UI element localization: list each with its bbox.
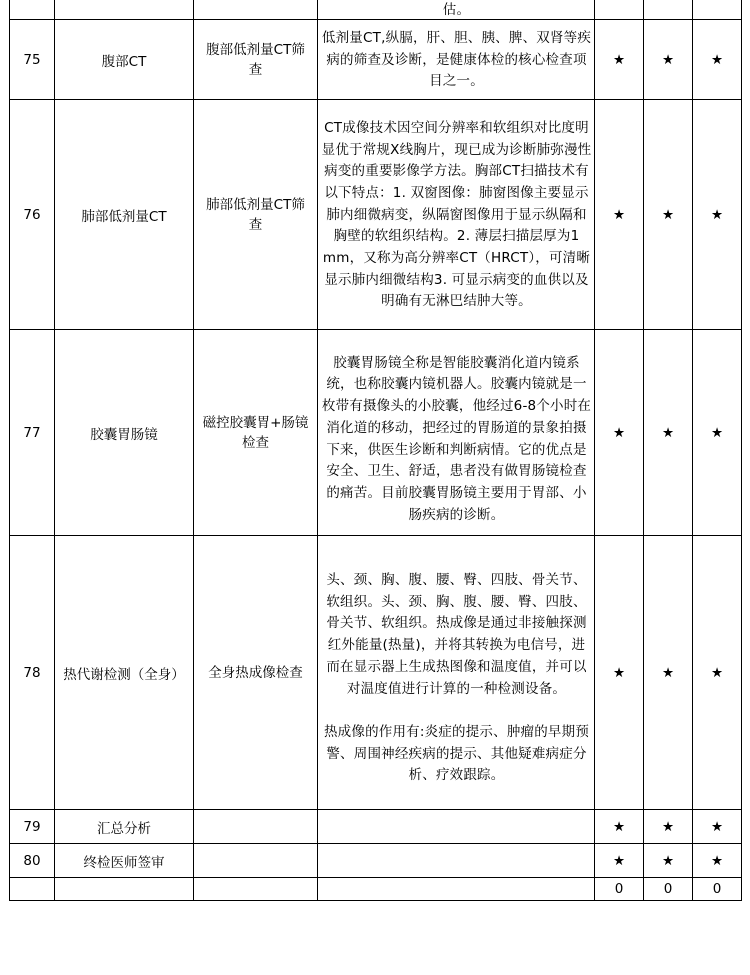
cell-empty: [10, 878, 55, 901]
package-mark: ★: [644, 844, 693, 878]
exam-plan: 肺部低剂量CT筛查: [194, 100, 318, 330]
table-row: [10, 20, 742, 100]
cell-empty: [194, 878, 318, 901]
exam-item-name: 肺部低剂量CT: [55, 100, 194, 330]
continued-description: 估。: [318, 0, 595, 20]
package-mark: ★: [644, 100, 693, 330]
cell-empty: [10, 0, 55, 20]
package-mark: ★: [644, 330, 693, 536]
cell-empty: [55, 878, 194, 901]
package-mark: ★: [595, 844, 644, 878]
table-row: [10, 100, 742, 330]
exam-item-name: 终检医师签审: [55, 844, 194, 878]
exam-description: 胶囊胃肠镜全称是智能胶囊消化道内镜系统，也称胶囊内镜机器人。胶囊内镜就是一枚带有摄像头的小胶囊，他经过6-8个小时在消化道的移动，把经过的胃肠道的景象拍摄下来，供医生诊断和判断病情。它的优点是安全、卫生、舒适，患者没有做胃肠镜检查的痛苦。目前胶囊胃肠镜主要用于胃部、小肠疾病的诊断。: [318, 330, 595, 536]
table-row-continued: [10, 0, 742, 20]
exam-description: [318, 844, 595, 878]
package-mark: ★: [644, 536, 693, 810]
exam-description: 低剂量CT,纵膈，肝、胆、胰、脾、双肾等疾病的筛查及诊断，是健康体检的核心检查项目之一。: [318, 20, 595, 100]
exam-description: 头、颈、胸、腹、腰、臀、四肢、骨关节、软组织。头、颈、胸、腹、腰、臀、四肢、骨关节、软组织。热成像是通过非接触探测红外能量(热量)，并将其转换为电信号，进而在显示器上生成热图像和温度值，并可以对温度值进行计算的一种检测设备。 热成像的作用有:炎症的提示、肿瘤的早期预警、周围神经疾病的提示、其他疑难病症分析、疗效跟踪。: [318, 536, 595, 810]
exam-plan: 腹部低剂量CT筛查: [194, 20, 318, 100]
row-number: 77: [10, 330, 55, 536]
row-number: 75: [10, 20, 55, 100]
table-row: [10, 330, 742, 536]
exam-plan: 全身热成像检查: [194, 536, 318, 810]
package-mark: ★: [644, 20, 693, 100]
cell-empty: [644, 0, 693, 20]
package-total: 0: [644, 878, 693, 901]
exam-item-name: 汇总分析: [55, 810, 194, 844]
table-row: [10, 810, 742, 844]
package-mark: ★: [644, 810, 693, 844]
package-mark: ★: [595, 20, 644, 100]
cell-empty: [55, 0, 194, 20]
package-mark: ★: [595, 810, 644, 844]
package-total: 0: [595, 878, 644, 901]
package-mark: ★: [693, 100, 742, 330]
row-number: 79: [10, 810, 55, 844]
exam-plan: [194, 810, 318, 844]
row-number: 76: [10, 100, 55, 330]
exam-item-name: 腹部CT: [55, 20, 194, 100]
package-mark: ★: [595, 330, 644, 536]
row-number: 78: [10, 536, 55, 810]
package-mark: ★: [595, 536, 644, 810]
table-row: [10, 536, 742, 810]
exam-item-name: 胶囊胃肠镜: [55, 330, 194, 536]
exam-plan: 磁控胶囊胃+肠镜检查: [194, 330, 318, 536]
cell-empty: [693, 0, 742, 20]
row-number: 80: [10, 844, 55, 878]
exam-item-name: 热代谢检测（全身）: [55, 536, 194, 810]
package-mark: ★: [595, 100, 644, 330]
package-mark: ★: [693, 20, 742, 100]
exam-description: [318, 810, 595, 844]
cell-empty: [595, 0, 644, 20]
exam-plan: [194, 844, 318, 878]
package-mark: ★: [693, 844, 742, 878]
exam-items-table: [9, 0, 742, 901]
package-mark: ★: [693, 536, 742, 810]
exam-description: CT成像技术因空间分辨率和软组织对比度明显优于常规X线胸片，现已成为诊断肺弥漫性病变的重要影像学方法。胸部CT扫描技术有以下特点：1. 双窗图像：肺窗图像主要显示肺内细微病变，纵隔窗图像用于显示纵隔和胸壁的软组织结构。2. 薄层扫描层厚为1 mm，又称为高分辨率CT（HRCT），可清晰显示肺内细微结构3. 可显示病变的血供以及明确有无淋巴结肿大等。: [318, 100, 595, 330]
package-total: 0: [693, 878, 742, 901]
cell-empty: [318, 878, 595, 901]
package-mark: ★: [693, 330, 742, 536]
package-mark: ★: [693, 810, 742, 844]
totals-row: [10, 878, 742, 901]
table-row: [10, 844, 742, 878]
cell-empty: [194, 0, 318, 20]
